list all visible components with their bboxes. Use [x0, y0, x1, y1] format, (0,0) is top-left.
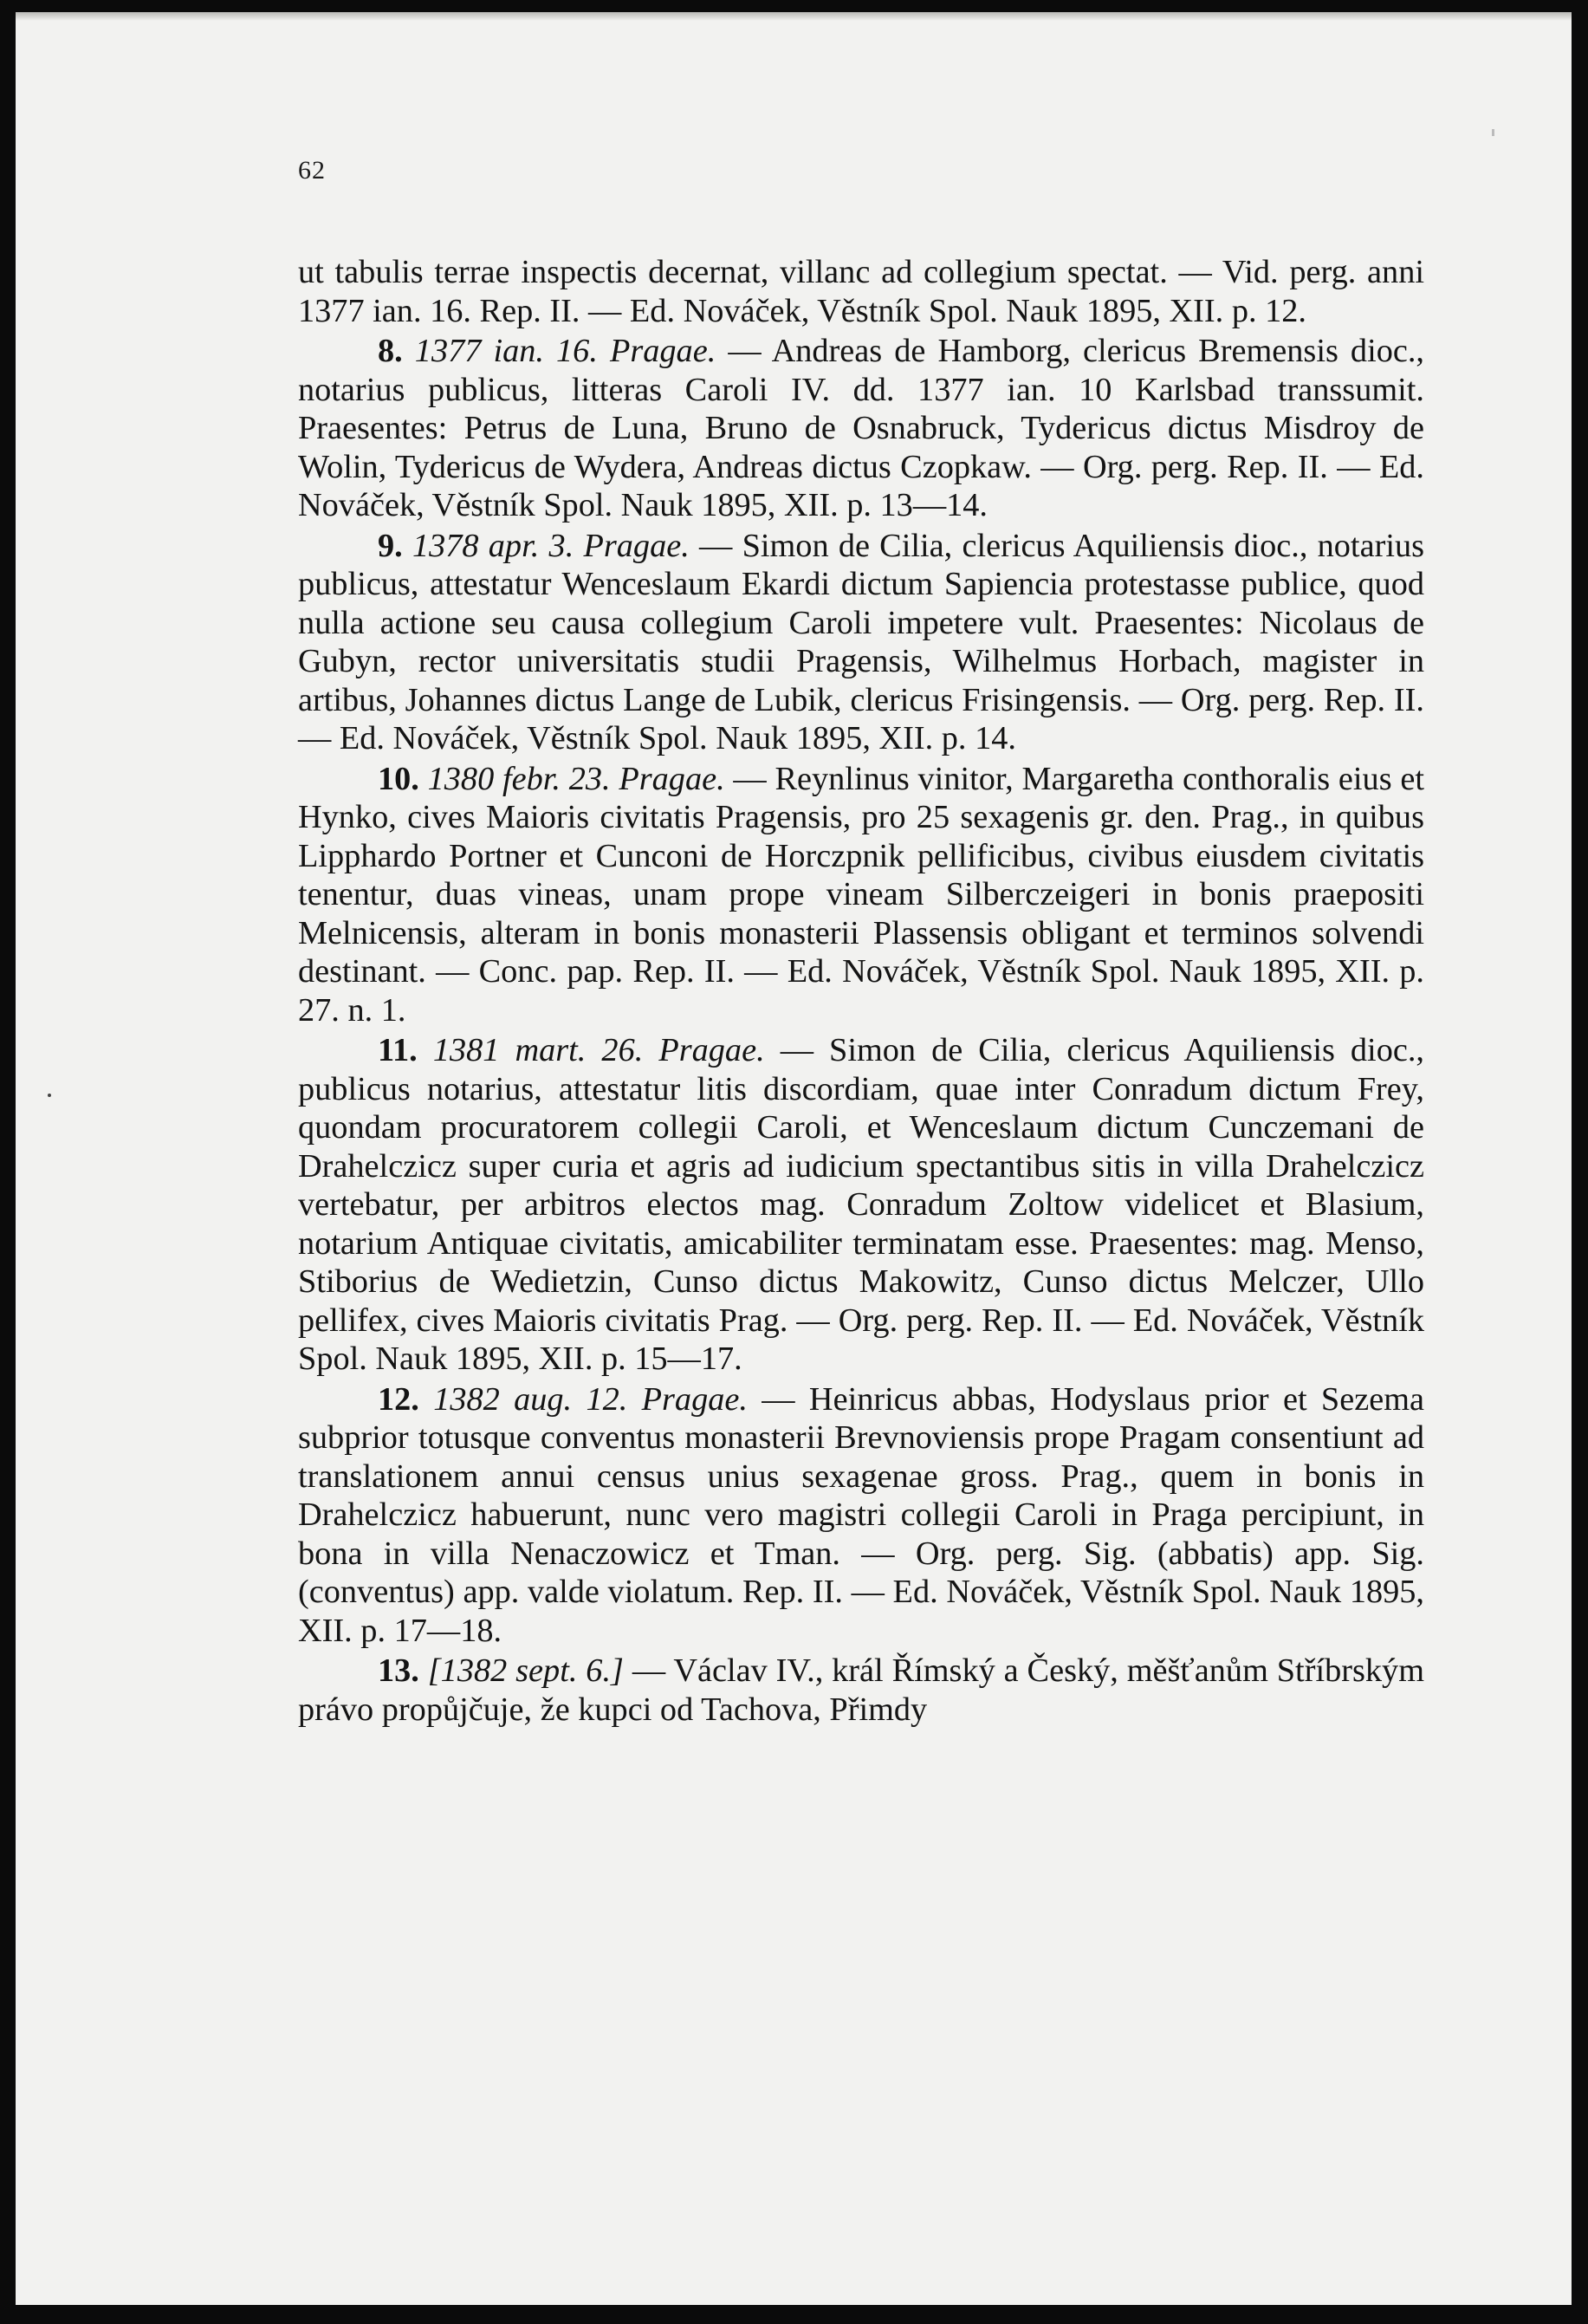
continuation-paragraph: ut tabulis terrae inspectis decernat, villanc ad collegium spectat. — Vid. perg. anni 1377 ian. 16. Rep. II. — Ed. Nováček, Věstník Spol. Nauk 1895, XII. p. 12. [298, 254, 1424, 329]
page-edge-shadow [16, 12, 1572, 21]
entry-date: 1381 mart. 26. Pragae. [432, 1032, 765, 1068]
entry-number: 10. [378, 760, 419, 797]
entry-text: — Reynlinus vinitor, Margaretha conthoralis eius et Hynko, cives Maioris civitatis Pragensis, pro 25 sexagenis gr. den. Prag., in quibus Lipphardo Portner et Cunconi de Horczpnik pellificibus, civibus eiusdem civitatis tenentur, duas vineas, unam prope vineam Silberczeigeri in bonis praepositi Melnicensis, alteram in bonis monasterii Plassensis obligant et terminos solvendi destinant. — Conc. pap. Rep. II. — Ed. Nováček, Věstník Spol. Nauk 1895, XII. p. 27. n. 1. [298, 760, 1424, 1029]
entry-number: 9. [378, 527, 403, 564]
margin-mark [1492, 129, 1494, 136]
entry-date: 1378 apr. 3. Pragae. [412, 527, 690, 564]
document-page [16, 12, 1572, 2305]
scan-speck [48, 1094, 51, 1097]
entry-number: 11. [378, 1032, 418, 1068]
entry-text: — Simon de Cilia, clericus Aquiliensis dioc., notarius publicus, attestatur Wenceslaum Ekardi dictum Sapiencia protestasse publice, quod nulla actione seu causa collegium Caroli impetere vult. Praesentes: Nicolaus de Gubyn, rector universitatis studii Pragensis, Wilhelmus Horbach, magister in artibus, Johannes dictus Lange de Lubik, clericus Frisingensis. — Org. perg. Rep. II. — Ed. Nováček, Věstník Spol. Nauk 1895, XII. p. 14. [298, 527, 1425, 756]
entry-number: 13. [378, 1652, 419, 1689]
entry-12 [298, 1380, 1424, 1651]
entry-date: [1382 sept. 6.] [427, 1652, 624, 1689]
entry-text: — Václav IV., král Římský a Český, měšťanům Stříbrským právo propůjčuje, že kupci od Tachova, Přimdy [298, 1652, 1424, 1728]
entry-date: 1382 aug. 12. Pragae. [433, 1380, 748, 1418]
entry-13 [298, 1652, 1424, 1729]
entry-number: 8. [378, 333, 403, 369]
entry-8 [298, 332, 1424, 525]
entry-date: 1377 ian. 16. Pragae. [414, 333, 716, 369]
document-body [298, 253, 1424, 1729]
entry-text: — Simon de Cilia, clericus Aquiliensis dioc., publicus notarius, attestatur litis discordiam, quae inter Conradum dictum Frey, quondam procuratorem collegii Caroli, et Wenceslaum dictum Cunczemani de Drahelczicz super curia et agris ad iudicium spectantibus sitis in villa Drahelczicz vertebatur, per arbitros electos mag. Conradum Zoltow videlicet et Blasium, notarium Antiquae civitatis, amicabiliter terminatam esse. Praesentes: mag. Menso, Stiborius de Wedietzin, Cunso dictus Makowitz, Cunso dictus Melczer, Ullo pellifex, cives Maioris civitatis Prag. — Org. perg. Rep. II. — Ed. Nováček, Věstník Spol. Nauk 1895, XII. p. 15—17. [298, 1032, 1424, 1377]
entry-text: — Andreas de Hamborg, clericus Bremensis dioc., notarius publicus, litteras Caroli IV. dd. 1377 ian. 10 Karlsbad transsumit. Praesentes: Petrus de Luna, Bruno de Osnabruck, Tydericus dictus Misdroy de Wolin, Tydericus de Wydera, Andreas dictus Czopkaw. — Org. perg. Rep. II. — Ed. Nováček, Věstník Spol. Nauk 1895, XII. p. 13—14. [298, 333, 1425, 523]
entry-9 [298, 527, 1424, 758]
entry-text: — Heinricus abbas, Hodyslaus prior et Sezema subprior totusque conventus monasterii Brevnoviensis prope Pragam consentiunt ad translationem annui census unius sexagenae gross. Prag., quem in bonis in Drahelczicz habuerunt, nunc vero magistri collegii Caroli in Praga percipiunt, in bona in villa Nenaczowicz et Tman. — Org. perg. Sig. (abbatis) app. Sig. (conventus) app. valde violatum. Rep. II. — Ed. Nováček, Věstník Spol. Nauk 1895, XII. p. 17—18. [298, 1380, 1425, 1649]
page-number: 62 [298, 156, 326, 185]
entry-number: 12. [378, 1380, 419, 1418]
entry-date: 1380 febr. 23. Pragae. [427, 760, 725, 797]
entry-11 [298, 1031, 1424, 1379]
entry-10 [298, 760, 1424, 1030]
